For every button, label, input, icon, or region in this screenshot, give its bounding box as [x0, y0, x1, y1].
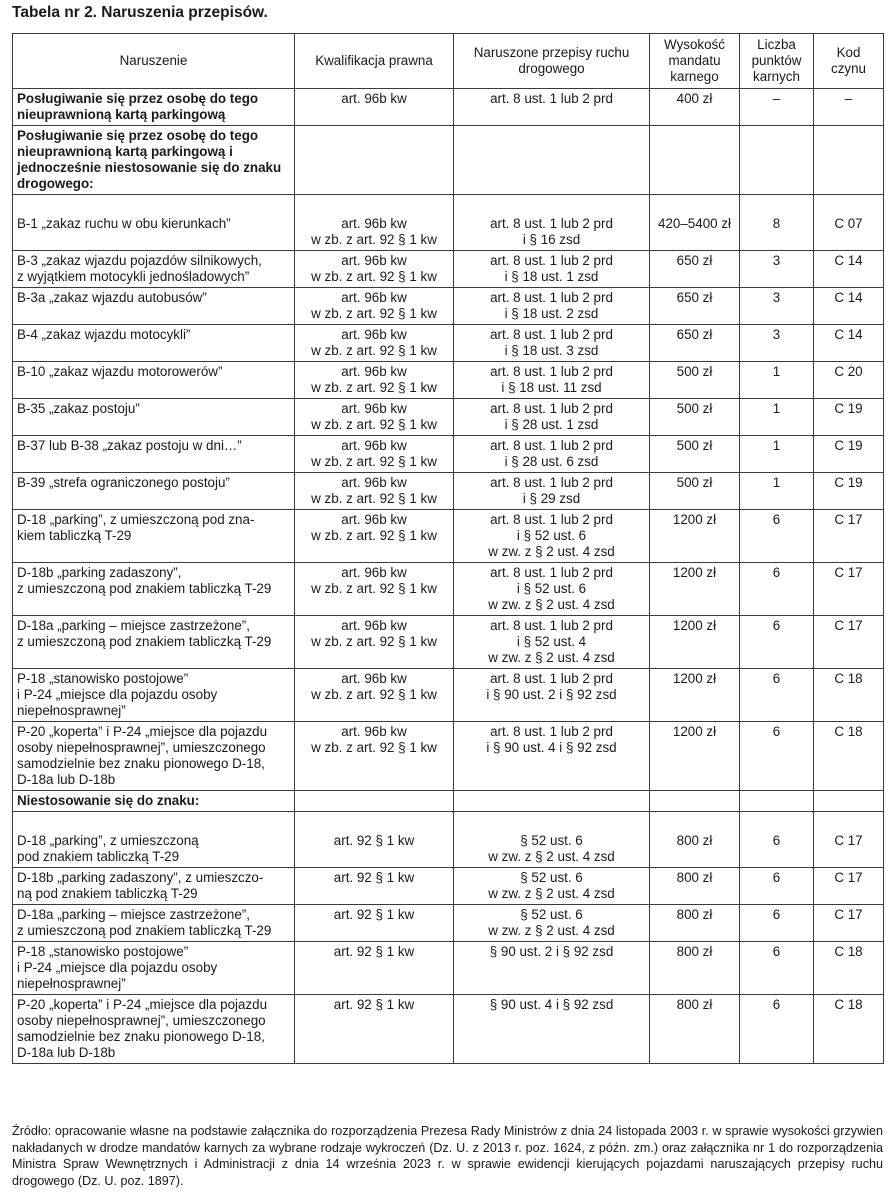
table-row	[13, 510, 884, 563]
table-row	[13, 288, 884, 325]
cell-rules: art. 8 ust. 1 lub 2 prd i § 52 ust. 4 w zw. z § 2 ust. 4 zsd	[454, 616, 650, 669]
cell-points: 6	[740, 868, 814, 905]
cell-rules: art. 8 ust. 1 lub 2 prd i § 90 ust. 2 i § 92 zsd	[454, 669, 650, 722]
cell-code: C 18	[814, 995, 884, 1064]
cell-fine: 1200 zł	[650, 669, 740, 722]
cell-violation: D-18 „parking”, z umieszczoną pod znakiem tabliczką T-29	[13, 812, 295, 868]
cell-points: 8	[740, 195, 814, 251]
cell-code: C 14	[814, 251, 884, 288]
cell-rules: art. 8 ust. 1 lub 2 prd i § 52 ust. 6 w zw. z § 2 ust. 4 zsd	[454, 563, 650, 616]
col-header-rules: Naruszone przepisy ruchu drogowego	[454, 34, 650, 89]
empty-cell	[454, 791, 650, 812]
cell-legal: art. 96b kw w zb. z art. 92 § 1 kw	[295, 563, 454, 616]
source-note: Źródło: opracowanie własne na podstawie załącznika do rozporządzenia Prezesa Rady Ministrów z dnia 24 listopada 2003 r. w sprawie wysokości grzywien nakładanych w drodze mandatów karnych za wybrane rodzaje wykroczeń (Dz. U. z 2013 r. poz. 1624, z późn. zm.) oraz załącznika nr 1 do rozporządzenia Ministra Spraw Wewnętrznych i Administracji z dnia 14 września 2023 r. w sprawie ewidencji kierujących pojazdami naruszających przepisy ruchu drogowego (Dz. U. poz. 1897).	[12, 1124, 883, 1188]
cell-legal: art. 96b kw w zb. z art. 92 § 1 kw	[295, 669, 454, 722]
cell-violation: B-10 „zakaz wjazdu motorowerów”	[13, 362, 295, 399]
cell-fine: 800 zł	[650, 942, 740, 995]
cell-legal: art. 96b kw w zb. z art. 92 § 1 kw	[295, 473, 454, 510]
cell-rules: art. 8 ust. 1 lub 2 prd i § 28 ust. 1 zsd	[454, 399, 650, 436]
table-caption: Tabela nr 2. Naruszenia przepisów.	[12, 4, 268, 21]
cell-code: C 18	[814, 669, 884, 722]
empty-cell	[295, 126, 454, 195]
cell-legal: art. 96b kw w zb. z art. 92 § 1 kw	[295, 616, 454, 669]
cell-code: C 17	[814, 616, 884, 669]
cell-points: 6	[740, 905, 814, 942]
cell-points: 1	[740, 473, 814, 510]
table-row	[13, 251, 884, 288]
cell-code: C 18	[814, 722, 884, 791]
cell-points: 3	[740, 288, 814, 325]
cell-points: 6	[740, 669, 814, 722]
cell-rules: § 52 ust. 6 w zw. z § 2 ust. 4 zsd	[454, 812, 650, 868]
cell-rules: art. 8 ust. 1 lub 2 prd i § 90 ust. 4 i § 92 zsd	[454, 722, 650, 791]
cell-violation: Posługiwanie się przez osobę do tego nieuprawnioną kartą parkingową	[13, 89, 295, 126]
cell-points: 1	[740, 399, 814, 436]
table-row	[13, 399, 884, 436]
cell-rules: art. 8 ust. 1 lub 2 prd i § 52 ust. 6 w zw. z § 2 ust. 4 zsd	[454, 510, 650, 563]
cell-code: C 14	[814, 325, 884, 362]
cell-fine: 1200 zł	[650, 616, 740, 669]
table-row	[13, 669, 884, 722]
cell-rules: § 52 ust. 6 w zw. z § 2 ust. 4 zsd	[454, 905, 650, 942]
col-header-legal: Kwalifikacja prawna	[295, 34, 454, 89]
empty-cell	[740, 791, 814, 812]
cell-violation: D-18 „parking”, z umieszczoną pod zna- kiem tabliczką T-29	[13, 510, 295, 563]
empty-cell	[740, 126, 814, 195]
cell-rules: art. 8 ust. 1 lub 2 prd i § 18 ust. 3 zsd	[454, 325, 650, 362]
cell-violation: D-18a „parking – miejsce zastrzeżone”, z umieszczoną pod znakiem tabliczką T-29	[13, 616, 295, 669]
cell-violation: D-18b „parking zadaszony”, z umieszczo- ną pod znakiem tabliczką T-29	[13, 868, 295, 905]
cell-code: C 17	[814, 868, 884, 905]
cell-points: 6	[740, 563, 814, 616]
cell-rules: § 90 ust. 4 i § 92 zsd	[454, 995, 650, 1064]
cell-fine: 1200 zł	[650, 510, 740, 563]
cell-legal: art. 92 § 1 kw	[295, 942, 454, 995]
cell-legal: art. 92 § 1 kw	[295, 905, 454, 942]
cell-points: 3	[740, 251, 814, 288]
section-title: Posługiwanie się przez osobę do tego nieuprawnioną kartą parkingową i jednocześnie niestosowanie się do znaku drogowego:	[13, 126, 295, 195]
cell-legal: art. 96b kw w zb. z art. 92 § 1 kw	[295, 195, 454, 251]
cell-code: –	[814, 89, 884, 126]
cell-violation: B-37 lub B-38 „zakaz postoju w dni…”	[13, 436, 295, 473]
cell-points: 1	[740, 362, 814, 399]
cell-points: –	[740, 89, 814, 126]
cell-legal: art. 96b kw w zb. z art. 92 § 1 kw	[295, 436, 454, 473]
cell-rules: art. 8 ust. 1 lub 2 prd i § 18 ust. 2 zsd	[454, 288, 650, 325]
cell-violation: B-39 „strefa ograniczonego postoju”	[13, 473, 295, 510]
cell-points: 1	[740, 436, 814, 473]
cell-fine: 500 zł	[650, 473, 740, 510]
section-title-row	[13, 126, 884, 195]
col-header-code: Kod czynu	[814, 34, 884, 89]
cell-rules: art. 8 ust. 1 lub 2 prd i § 28 ust. 6 zsd	[454, 436, 650, 473]
cell-violation: B-4 „zakaz wjazdu motocykli”	[13, 325, 295, 362]
cell-legal: art. 96b kw w zb. z art. 92 § 1 kw	[295, 251, 454, 288]
cell-code: C 19	[814, 473, 884, 510]
cell-violation: P-20 „koperta” i P-24 „miejsce dla pojazdu osoby niepełnosprawnej”, umieszczonego samodzielnie bez znaku pionowego D-18, D-18a lub D-18b	[13, 995, 295, 1064]
table-row	[13, 942, 884, 995]
cell-legal: art. 92 § 1 kw	[295, 995, 454, 1064]
cell-code: C 20	[814, 362, 884, 399]
cell-violation: D-18a „parking – miejsce zastrzeżone”, z umieszczoną pod znakiem tabliczką T-29	[13, 905, 295, 942]
table-row	[13, 995, 884, 1064]
cell-points: 6	[740, 812, 814, 868]
cell-code: C 18	[814, 942, 884, 995]
table-row	[13, 89, 884, 126]
table-header-row	[13, 34, 884, 89]
cell-code: C 17	[814, 510, 884, 563]
cell-code: C 17	[814, 905, 884, 942]
cell-fine: 650 zł	[650, 325, 740, 362]
cell-fine: 500 zł	[650, 436, 740, 473]
cell-legal: art. 96b kw w zb. z art. 92 § 1 kw	[295, 362, 454, 399]
cell-points: 6	[740, 942, 814, 995]
cell-points: 3	[740, 325, 814, 362]
cell-fine: 800 zł	[650, 905, 740, 942]
section-title-row	[13, 791, 884, 812]
cell-legal: art. 96b kw	[295, 89, 454, 126]
cell-legal: art. 96b kw w zb. z art. 92 § 1 kw	[295, 399, 454, 436]
cell-code: C 19	[814, 436, 884, 473]
cell-legal: art. 96b kw w zb. z art. 92 § 1 kw	[295, 722, 454, 791]
cell-points: 6	[740, 722, 814, 791]
cell-fine: 650 zł	[650, 288, 740, 325]
cell-code: C 19	[814, 399, 884, 436]
cell-code: C 14	[814, 288, 884, 325]
cell-violation: B-35 „zakaz postoju”	[13, 399, 295, 436]
cell-points: 6	[740, 616, 814, 669]
cell-code: C 17	[814, 563, 884, 616]
table-row	[13, 325, 884, 362]
cell-rules: § 52 ust. 6 w zw. z § 2 ust. 4 zsd	[454, 868, 650, 905]
cell-legal: art. 96b kw w zb. z art. 92 § 1 kw	[295, 288, 454, 325]
cell-fine: 420–5400 zł	[650, 195, 740, 251]
col-header-violation: Naruszenie	[13, 34, 295, 89]
cell-legal: art. 92 § 1 kw	[295, 868, 454, 905]
cell-fine: 800 zł	[650, 868, 740, 905]
cell-violation: B-3a „zakaz wjazdu autobusów”	[13, 288, 295, 325]
cell-code: C 17	[814, 812, 884, 868]
table-row	[13, 868, 884, 905]
cell-fine: 1200 zł	[650, 722, 740, 791]
cell-rules: art. 8 ust. 1 lub 2 prd i § 16 zsd	[454, 195, 650, 251]
empty-cell	[814, 126, 884, 195]
cell-legal: art. 96b kw w zb. z art. 92 § 1 kw	[295, 510, 454, 563]
cell-fine: 400 zł	[650, 89, 740, 126]
cell-violation: B-3 „zakaz wjazdu pojazdów silnikowych, z wyjątkiem motocykli jednośladowych”	[13, 251, 295, 288]
cell-violation: B-1 „zakaz ruchu w obu kierunkach”	[13, 195, 295, 251]
cell-points: 6	[740, 510, 814, 563]
cell-fine: 650 zł	[650, 251, 740, 288]
cell-violation: P-20 „koperta” i P-24 „miejsce dla pojazdu osoby niepełnosprawnej”, umieszczonego samodzielnie bez znaku pionowego D-18, D-18a lub D-18b	[13, 722, 295, 791]
table-row	[13, 436, 884, 473]
cell-violation: P-18 „stanowisko postojowe” i P-24 „miejsce dla pojazdu osoby niepełnosprawnej”	[13, 942, 295, 995]
cell-rules: § 90 ust. 2 i § 92 zsd	[454, 942, 650, 995]
empty-cell	[814, 791, 884, 812]
table-row	[13, 362, 884, 399]
table-row	[13, 473, 884, 510]
cell-fine: 800 zł	[650, 812, 740, 868]
table-row	[13, 616, 884, 669]
cell-fine: 500 zł	[650, 362, 740, 399]
cell-violation: D-18b „parking zadaszony”, z umieszczoną pod znakiem tabliczką T-29	[13, 563, 295, 616]
empty-cell	[295, 791, 454, 812]
empty-cell	[650, 791, 740, 812]
table-row	[13, 563, 884, 616]
cell-rules: art. 8 ust. 1 lub 2 prd i § 18 ust. 11 zsd	[454, 362, 650, 399]
section-title: Niestosowanie się do znaku:	[13, 791, 295, 812]
empty-cell	[454, 126, 650, 195]
cell-points: 6	[740, 995, 814, 1064]
col-header-points: Liczba punktów karnych	[740, 34, 814, 89]
table-row	[13, 722, 884, 791]
cell-violation: P-18 „stanowisko postojowe” i P-24 „miejsce dla pojazdu osoby niepełnosprawnej”	[13, 669, 295, 722]
col-header-fine: Wysokość mandatu karnego	[650, 34, 740, 89]
cell-code: C 07	[814, 195, 884, 251]
cell-rules: art. 8 ust. 1 lub 2 prd i § 18 ust. 1 zsd	[454, 251, 650, 288]
empty-cell	[650, 126, 740, 195]
cell-fine: 500 zł	[650, 399, 740, 436]
cell-legal: art. 96b kw w zb. z art. 92 § 1 kw	[295, 325, 454, 362]
violations-table	[12, 33, 884, 1064]
table-row	[13, 905, 884, 942]
cell-fine: 800 zł	[650, 995, 740, 1064]
cell-fine: 1200 zł	[650, 563, 740, 616]
cell-rules: art. 8 ust. 1 lub 2 prd i § 29 zsd	[454, 473, 650, 510]
cell-legal: art. 92 § 1 kw	[295, 812, 454, 868]
table-row	[13, 812, 884, 868]
table-row	[13, 195, 884, 251]
cell-rules: art. 8 ust. 1 lub 2 prd	[454, 89, 650, 126]
